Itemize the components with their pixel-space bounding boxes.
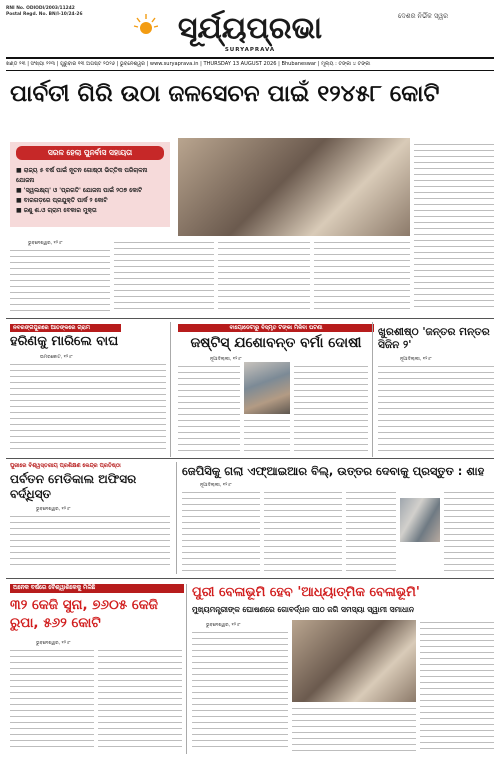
cabinet-meeting-photo <box>178 138 410 236</box>
story-7-col-1 <box>192 630 288 752</box>
story-4-body <box>10 514 170 570</box>
story-5-col-4 <box>444 490 494 572</box>
lead-headline <box>10 80 490 108</box>
story-5-col-3 <box>346 490 396 572</box>
lead-dateline: ଭୁବନେଶ୍ୱର, ୧୨।୮ <box>28 241 63 246</box>
lead-side-column <box>414 142 494 310</box>
shah-portrait-photo <box>400 498 440 542</box>
story-1-dateline: ଉମରକୋଟ, ୧୨।୮ <box>40 355 73 360</box>
lead-headline-text: ପାର୍ବତୀ ଗିରି ଉଠା ଜଳସେଚନ ପାଇଁ ୧୨୪୫୮ କୋଟି <box>10 81 440 107</box>
lead-bullets <box>10 164 170 218</box>
story-2-col-1 <box>178 364 240 454</box>
story-5-headline: ଜେପିସିକୁ ଗଲା ଏଫ୍ଆଇଆର ବିଲ୍, ଉତ୍ତର ଦେବାକୁ ପ୍ରସ୍ତୁତ : ଶାହ <box>182 464 485 478</box>
story-7-headline: ପୁରୀ ବେଳାଭୂମି ହେବ 'ଆଧ୍ୟାତ୍ମିକ ବେଳାଭୂମି' <box>192 585 420 600</box>
story-1-kicker: ନବରଙ୍ଗପୁରରେ ଆତଙ୍କରେ ଗ୍ରାମ <box>10 324 121 332</box>
story-2-col-3 <box>294 364 368 454</box>
story-6-col-1 <box>10 648 94 752</box>
story-2-headline: ଜଷ୍ଟିସ୍ ଯଶୋବନ୍ତ ବର୍ମା ଦୋଷୀ <box>190 335 362 351</box>
lead-bullet-3: ■ ବାରଗଡ଼ରେ ପ୍ରଯୁକ୍ତି ପାର୍କ ୨ କୋଟି <box>16 197 108 204</box>
masthead-tagline: ଦେଶର ନିର୍ଭିକ ସ୍ୱର <box>398 12 449 20</box>
lead-info-box <box>10 142 170 227</box>
story-2-col-2 <box>244 418 290 454</box>
story-7-col-3 <box>420 620 494 752</box>
story-3-headline: ଖୁରଶୀଷ୍ଠ 'ଜନ୍ତର ମନ୍ତର ସିଜିନ ୨' <box>378 326 490 351</box>
story-4-headline: ପର୍ବତନ ମେଡିକାଲ ଅଫିସର ବର୍ଦ୍ଧିସ୍ତ <box>10 472 137 501</box>
registration-numbers <box>6 6 116 18</box>
story-1-headline: ହରିଣକୁ ମାରିଲେ ବାଘ <box>10 334 119 349</box>
lead-col-2 <box>114 240 214 314</box>
lead-col-3 <box>218 240 310 314</box>
story-3-body <box>378 364 494 454</box>
story-4-kicker: ପୁରୀରେ ବିଶ୍ୱସ୍ତରୀୟ ପ୍ରଶିକ୍ଷଣ କେନ୍ଦ୍ର ପ୍ରତିଷ୍ଠା <box>10 463 121 469</box>
lead-box-title: ସରଳ ହେଲା ପୁନର୍ବାସ ସହାୟତା <box>16 146 164 160</box>
reg-line-2: Postal Regd. No. BN/I-10/24-26 <box>6 12 83 17</box>
story-6-headline: ୩୨ କେଜି ସୁନା, ୭୬୦୫ କେଜି ରୁପା, ୫୬୨ କୋଟି <box>10 597 158 631</box>
masthead-subtitle: SURYAPRAVA <box>224 47 276 53</box>
story-5-dateline: ନୂଆଦିଲ୍ଲୀ, ୧୨।୮ <box>200 483 232 488</box>
lead-col-4 <box>314 240 410 314</box>
dateline-bar: ଖଣ୍ଡ ୨୩ | ସଂଖ୍ୟା ୨୨୩ | ଗୁରୁବାର ୧୩ ଅଗଷ୍ଟ ୨୦୨୬ | ଭୁବନେଶ୍ୱର | www.suryaprava.in | THURSDAY 13 AUGUST 2026 | Bhubaneswar | ମୂଲ୍ୟ : ଟଙ୍କା ୪ ଟଙ୍କା <box>6 61 371 67</box>
story-5-col-2 <box>264 490 342 572</box>
story-6-kicker: ଅନେକ ବର୍ଷରେ ବୈଶ୍ୱାଶିକେକୁ ମିଳିଛି <box>10 584 184 593</box>
story-1-body <box>10 362 166 452</box>
story-2-dateline: ନୂଆଦିଲ୍ଲୀ, ୧୨।୮ <box>210 357 242 362</box>
lead-bullet-1: ■ ରାଜ୍ୟ ୫ ବର୍ଷ ପାଇଁ ନୂତନ ଗୋଷ୍ଠୀ ଭିତ୍ତିକ ପରିଚାଳନା ଯୋଜନା <box>16 167 148 184</box>
story-2-kicker: ବାୟୋଡେଟାରୁ ବିସ୍ମୃତ ଟଙ୍କା ମିଳିବା ଘଟଣା <box>178 324 374 332</box>
meeting-photo <box>292 620 416 702</box>
story-4-dateline: ଭୁବନେଶ୍ୱର, ୧୨।୮ <box>36 507 71 512</box>
reg-line-1: RNI No. ODIODI/2003/11242 <box>6 6 75 11</box>
justice-portrait-photo <box>244 362 290 414</box>
story-7-col-2 <box>292 706 416 752</box>
lead-col-1 <box>10 248 110 314</box>
story-7-subhead: ମୁଖ୍ୟମନ୍ତ୍ରୀଙ୍କ ଘୋଷଣରେ ଗୋବର୍ଦ୍ଧନ ପୀଠ ଜଗି ସମସ୍ୟା ସ୍ୱାମୀ ସମାଧାନ <box>192 605 415 614</box>
story-5-col-1 <box>182 490 260 572</box>
story-6-dateline: ଭୁବନେଶ୍ୱର, ୧୨।୮ <box>36 641 71 646</box>
lead-bullet-4: ■ ଜଣୁ ଶ.ଓ ଗ୍ରାମ ବେକାର ମୁକ୍ତା <box>16 207 97 214</box>
story-3-dateline: ନୂଆଦିଲ୍ଲୀ, ୧୨।୮ <box>400 357 432 362</box>
story-7-dateline: ଭୁବନେଶ୍ୱର, ୧୨।୮ <box>206 623 241 628</box>
story-6-col-2 <box>98 648 182 752</box>
masthead-title: ସୂର୍ଯ୍ୟପ୍ରଭା <box>177 11 323 46</box>
lead-bullet-2: ■ 'ସ୍ୱଲକ୍ଷ୍ୟ' ଓ 'ପ୍ରଗତି' ଯୋଜନା ପାଇଁ ୨୦୭ କୋଟି <box>16 187 143 194</box>
